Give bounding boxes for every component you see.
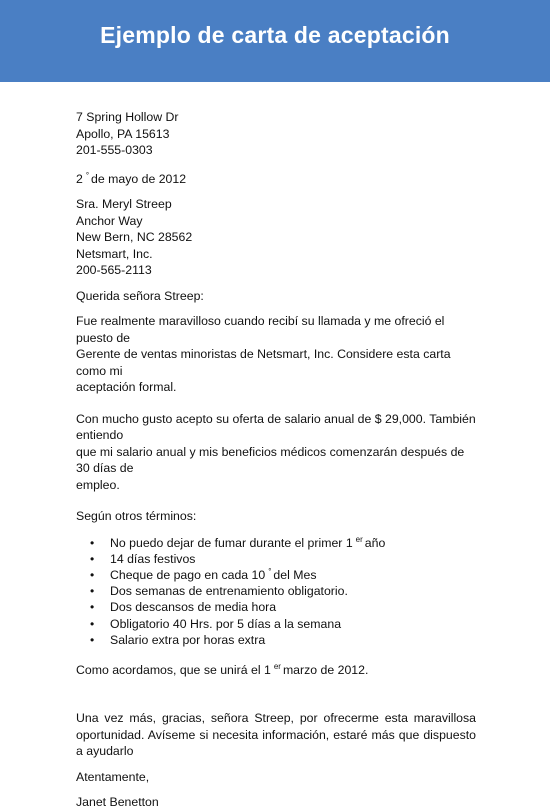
body2-line-1: Con mucho gusto acepto su oferta de salario anual de $ 29,000. También entiendo xyxy=(76,411,476,442)
agreed-text: Como acordamos, que se unirá el 1 xyxy=(76,662,271,677)
body2-line-2: que mi salario anual y mis beneficios médicos comenzarán después de 30 días de xyxy=(76,444,465,475)
term-after: del Mes xyxy=(273,567,317,582)
list-item xyxy=(76,551,476,567)
recipient-city: New Bern, NC 28562 xyxy=(76,230,193,244)
agreed-after: marzo de 2012. xyxy=(282,662,369,677)
bullet-icon: • xyxy=(90,535,95,550)
closing-paragraph: Una vez más, gracias, señora Streep, por ofrecerme esta maravillosa oportunidad. Avíseme si necesita información, estaré más que dispuesto a ayudarlo xyxy=(76,711,476,759)
list-item xyxy=(76,616,476,632)
sender-city: Apollo, PA 15613 xyxy=(76,126,170,141)
greeting: Querida señora Streep: xyxy=(76,288,204,303)
term-text: Dos semanas de entrenamiento obligatorio. xyxy=(110,584,348,599)
term-text: No puedo dejar de fumar durante el primer 1 xyxy=(110,535,353,550)
sender-address xyxy=(76,109,476,159)
letter-body xyxy=(76,109,476,811)
letter-date xyxy=(76,171,476,188)
body1-line-3: aceptación formal. xyxy=(76,380,177,394)
start-date-paragraph xyxy=(76,662,476,679)
term-sup: ° xyxy=(268,566,272,576)
terms-intro: Según otros términos: xyxy=(76,509,197,523)
bullet-icon: • xyxy=(90,551,95,566)
list-item xyxy=(76,632,476,648)
bullet-icon: • xyxy=(90,600,95,615)
term-text: Cheque de pago en cada 10 xyxy=(110,567,266,582)
term-text: Salario extra por horas extra xyxy=(110,632,266,647)
bullet-icon: • xyxy=(90,616,95,631)
body-paragraph-1 xyxy=(76,313,476,396)
term-text: Obligatorio 40 Hrs. por 5 días a la semana xyxy=(110,616,342,631)
term-after: año xyxy=(364,535,386,550)
bullet-icon: • xyxy=(90,567,95,582)
recipient-address xyxy=(76,196,476,279)
list-item xyxy=(76,535,476,551)
list-item xyxy=(76,567,476,583)
recipient-phone: 200-565-2113 xyxy=(76,263,152,277)
page-title: Ejemplo de carta de aceptación xyxy=(100,21,450,48)
term-sup: er xyxy=(355,534,363,544)
signature-name: Janet Benetton xyxy=(76,795,159,810)
recipient-street: Anchor Way xyxy=(76,213,143,228)
bullet-icon: • xyxy=(90,584,95,599)
term-text: 14 días festivos xyxy=(110,551,196,566)
term-text: Dos descansos de media hora xyxy=(110,600,277,615)
bullet-icon: • xyxy=(90,632,95,647)
list-item xyxy=(76,583,476,599)
terms-list xyxy=(76,535,476,648)
date-rest: de mayo de 2012 xyxy=(91,171,187,186)
date-sup: ° xyxy=(85,170,90,180)
sender-phone: 201-555-0303 xyxy=(76,143,153,157)
agreed-sup: er xyxy=(273,661,281,671)
body2-line-3: empleo. xyxy=(76,477,120,492)
body-paragraph-2 xyxy=(76,411,476,494)
sender-street: 7 Spring Hollow Dr xyxy=(76,110,179,124)
closing-salutation: Atentamente, xyxy=(76,769,150,784)
date-day: 2 xyxy=(76,171,83,186)
body1-line-1: Fue realmente maravilloso cuando recibí su llamada y me ofreció el puesto de xyxy=(76,314,445,345)
title-banner xyxy=(0,0,550,82)
list-item xyxy=(76,599,476,615)
recipient-name: Sra. Meryl Streep xyxy=(76,197,172,211)
body1-line-2: Gerente de ventas minoristas de Netsmart, Inc. Considere esta carta como mi xyxy=(76,347,451,378)
recipient-company: Netsmart, Inc. xyxy=(76,246,153,261)
